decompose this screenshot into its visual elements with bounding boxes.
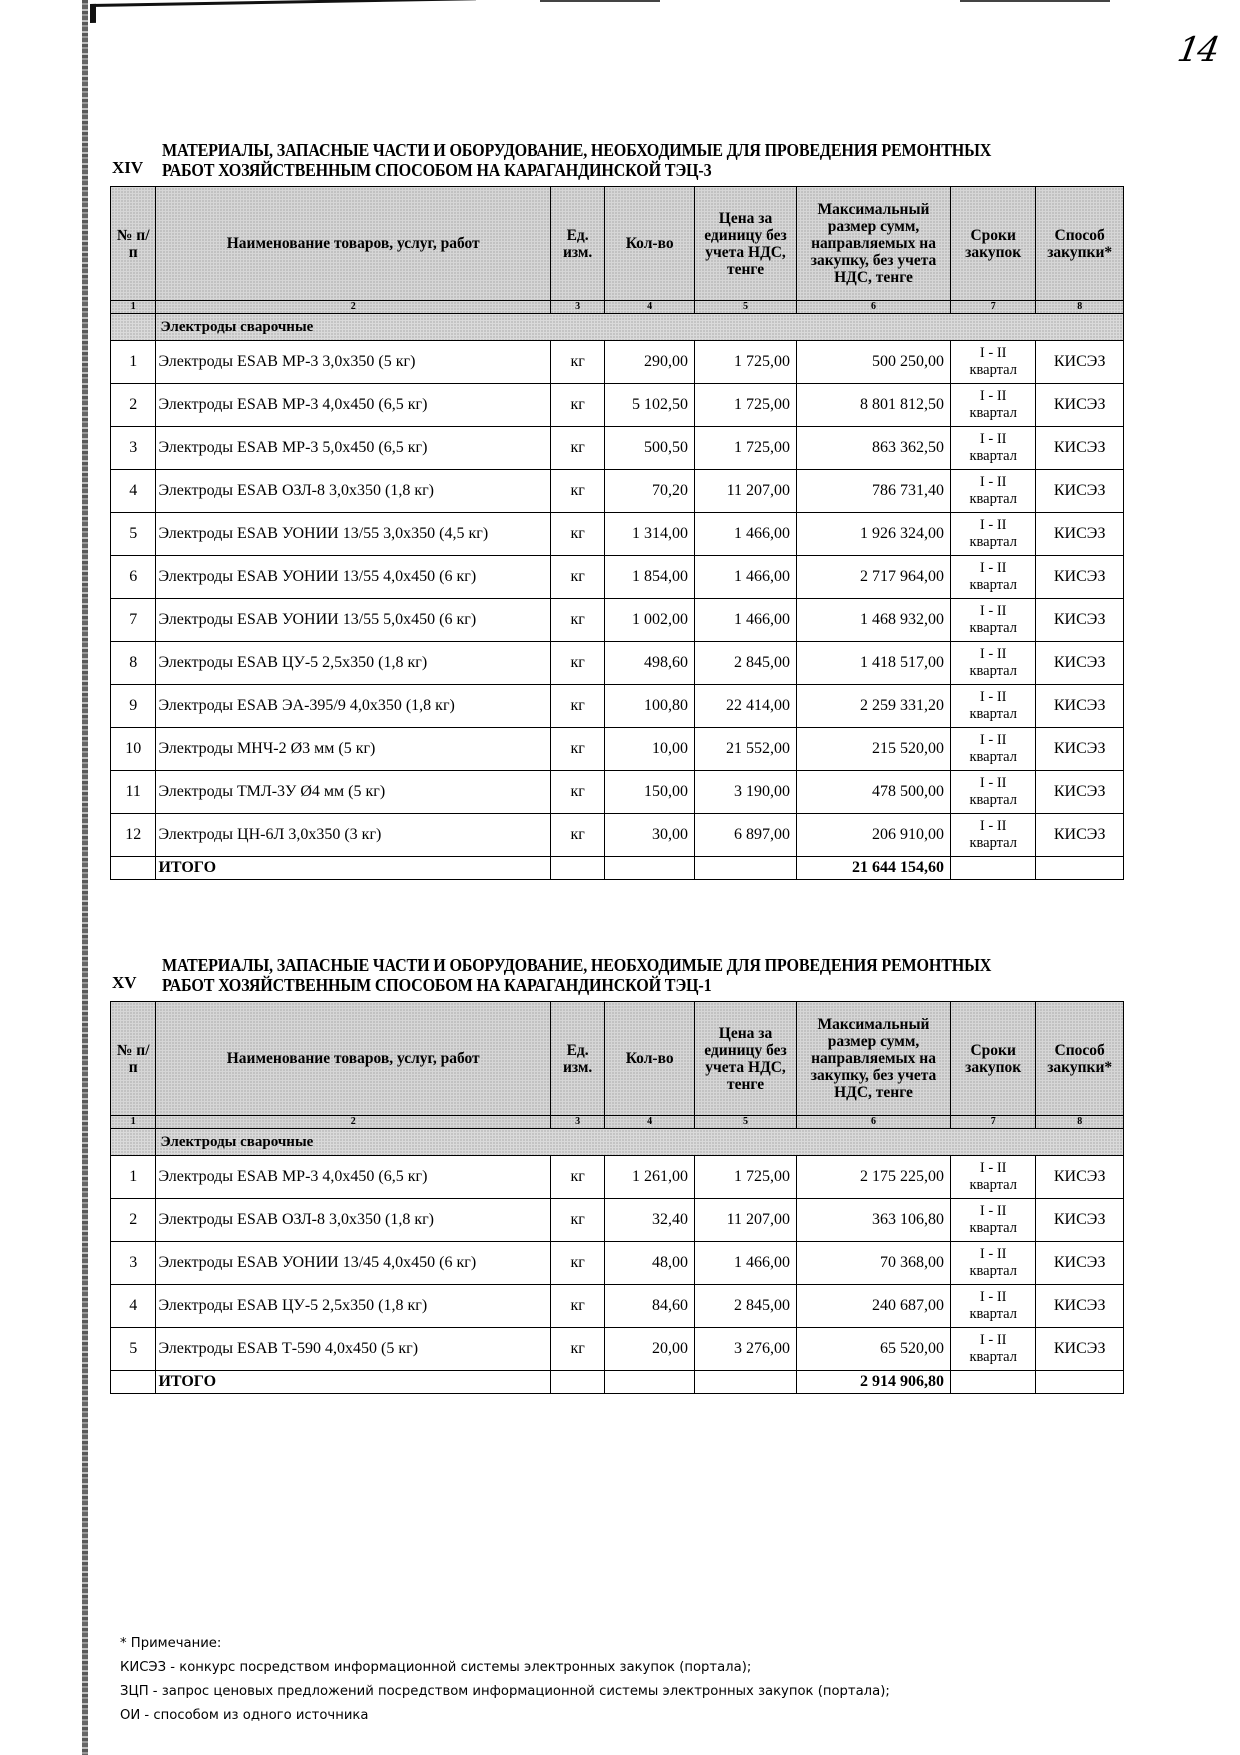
item-quantity: 498,60: [605, 642, 695, 685]
item-term: [951, 1328, 1036, 1371]
total-row: [111, 1371, 1124, 1394]
total-empty-cell: [695, 1371, 797, 1394]
item-quantity: 48,00: [605, 1242, 695, 1285]
item-method: КИСЭЗ: [1036, 384, 1124, 427]
item-quantity: 290,00: [605, 341, 695, 384]
item-name: Электроды ESAB МР-3 3,0х350 (5 кг): [156, 341, 551, 384]
item-unit: кг: [550, 771, 604, 814]
item-name: Электроды ESAB МР-3 4,0х450 (6,5 кг): [156, 384, 551, 427]
item-name: Электроды ТМЛ-3У Ø4 мм (5 кг): [156, 771, 551, 814]
item-unit-price: 1 725,00: [695, 427, 797, 470]
term-unit: квартал: [969, 448, 1017, 464]
scan-line-artifact: [540, 0, 660, 2]
term-period: I - II: [979, 1160, 1007, 1176]
item-method: КИСЭЗ: [1036, 470, 1124, 513]
item-quantity: 1 314,00: [605, 513, 695, 556]
col-number: 4: [605, 1116, 695, 1129]
total-empty-cell: [605, 1371, 695, 1394]
item-unit: кг: [550, 513, 604, 556]
footnote-heading: * Примечание:: [120, 1636, 222, 1651]
item-term: [951, 513, 1036, 556]
term-unit: квартал: [969, 835, 1017, 851]
col-number: 1: [111, 1116, 156, 1129]
item-unit: кг: [550, 599, 604, 642]
term-period: I - II: [979, 1289, 1007, 1305]
item-max-sum: 500 250,00: [797, 341, 951, 384]
item-name: Электроды ESAB ЦУ-5 2,5х350 (1,8 кг): [156, 642, 551, 685]
term-unit: квартал: [969, 706, 1017, 722]
section-xv: [110, 955, 1126, 1394]
item-unit-price: 6 897,00: [695, 814, 797, 857]
item-unit: кг: [550, 1285, 604, 1328]
row-number: 4: [111, 470, 156, 513]
item-name: Электроды ESAB ЦУ-5 2,5х350 (1,8 кг): [156, 1285, 551, 1328]
term-unit: квартал: [969, 1263, 1017, 1279]
header-sum: Максимальный размер сумм, направляемых на закупку, без учета НДС, тенге: [797, 187, 951, 301]
section-title-line1: МАТЕРИАЛЫ, ЗАПАСНЫЕ ЧАСТИ И ОБОРУДОВАНИЕ, НЕОБХОДИМЫЕ ДЛЯ ПРОВЕДЕНИЯ РЕМОНТНЫХ: [162, 140, 992, 160]
item-unit-price: 1 725,00: [695, 384, 797, 427]
group-row: [111, 1129, 1124, 1156]
row-number: 9: [111, 685, 156, 728]
item-name: Электроды ESAB УОНИИ 13/45 4,0х450 (6 кг): [156, 1242, 551, 1285]
item-quantity: 30,00: [605, 814, 695, 857]
header-unit: Ед. изм.: [550, 1002, 604, 1116]
scan-line-artifact: [960, 0, 1110, 2]
term-unit: квартал: [969, 749, 1017, 765]
row-number: 10: [111, 728, 156, 771]
item-max-sum: 2 717 964,00: [797, 556, 951, 599]
term-unit: квартал: [969, 405, 1017, 421]
col-number: 8: [1036, 1116, 1124, 1129]
item-unit-price: 1 466,00: [695, 1242, 797, 1285]
row-number: 2: [111, 384, 156, 427]
col-number: 8: [1036, 301, 1124, 314]
total-empty-cell: [695, 857, 797, 880]
group-label: Электроды сварочные: [156, 1129, 1124, 1156]
term-period: I - II: [979, 560, 1007, 576]
item-max-sum: 2 259 331,20: [797, 685, 951, 728]
header-qty: Кол-во: [605, 1002, 695, 1116]
header-name: Наименование товаров, услуг, работ: [156, 187, 551, 301]
table-row: [111, 728, 1124, 771]
term-period: I - II: [979, 732, 1007, 748]
column-numbers-row: [111, 1116, 1124, 1129]
total-empty-cell: [550, 1371, 604, 1394]
item-max-sum: 206 910,00: [797, 814, 951, 857]
group-num-cell: [111, 1129, 156, 1156]
item-method: КИСЭЗ: [1036, 771, 1124, 814]
table-row: [111, 1285, 1124, 1328]
term-unit: квартал: [969, 362, 1017, 378]
term-period: I - II: [979, 345, 1007, 361]
item-max-sum: 1 926 324,00: [797, 513, 951, 556]
table-row: [111, 427, 1124, 470]
row-number: 5: [111, 513, 156, 556]
item-term: [951, 771, 1036, 814]
item-unit: кг: [550, 728, 604, 771]
item-unit: кг: [550, 685, 604, 728]
term-unit: квартал: [969, 1306, 1017, 1322]
item-max-sum: 1 418 517,00: [797, 642, 951, 685]
item-unit-price: 11 207,00: [695, 1199, 797, 1242]
term-period: I - II: [979, 818, 1007, 834]
item-quantity: 10,00: [605, 728, 695, 771]
procurement-table: [110, 1001, 1124, 1394]
item-quantity: 32,40: [605, 1199, 695, 1242]
item-name: Электроды ЦН-6Л 3,0х350 (3 кг): [156, 814, 551, 857]
header-term: Сроки закупок: [951, 1002, 1036, 1116]
item-term: [951, 556, 1036, 599]
scan-corner-artifact: [90, 0, 476, 23]
header-unit: Ед. изм.: [550, 187, 604, 301]
item-name: Электроды ESAB МР-3 5,0х450 (6,5 кг): [156, 427, 551, 470]
header-price: Цена за единицу без учета НДС, тенге: [695, 1002, 797, 1116]
row-number: 3: [111, 427, 156, 470]
term-period: I - II: [979, 603, 1007, 619]
item-unit: кг: [550, 814, 604, 857]
header-num: № п/п: [111, 1002, 156, 1116]
section-xiv: [110, 140, 1126, 880]
item-unit-price: 3 190,00: [695, 771, 797, 814]
total-empty-cell: [111, 1371, 156, 1394]
section-title: [162, 140, 991, 180]
table-row: [111, 384, 1124, 427]
header-sum: Максимальный размер сумм, направляемых на закупку, без учета НДС, тенге: [797, 1002, 951, 1116]
row-number: 11: [111, 771, 156, 814]
table-row: [111, 470, 1124, 513]
row-number: 6: [111, 556, 156, 599]
term-period: I - II: [979, 388, 1007, 404]
header-num: № п/п: [111, 187, 156, 301]
handwritten-page-number: 14: [1174, 30, 1221, 70]
item-unit-price: 1 725,00: [695, 1156, 797, 1199]
table-row: [111, 513, 1124, 556]
footnote: [120, 1632, 890, 1728]
item-term: [951, 1242, 1036, 1285]
scan-border-artifact: [82, 0, 88, 1755]
item-name: Электроды ESAB ЭА-395/9 4,0х350 (1,8 кг): [156, 685, 551, 728]
item-name: Электроды ESAB УОНИИ 13/55 4,0х450 (6 кг): [156, 556, 551, 599]
table-header-row: [111, 187, 1124, 301]
item-quantity: 1 261,00: [605, 1156, 695, 1199]
item-unit: кг: [550, 1199, 604, 1242]
item-term: [951, 814, 1036, 857]
item-unit: кг: [550, 470, 604, 513]
item-max-sum: 2 175 225,00: [797, 1156, 951, 1199]
item-max-sum: 240 687,00: [797, 1285, 951, 1328]
item-unit: кг: [550, 1328, 604, 1371]
item-quantity: 500,50: [605, 427, 695, 470]
row-number: 1: [111, 1156, 156, 1199]
item-name: Электроды ESAB ОЗЛ-8 3,0х350 (1,8 кг): [156, 470, 551, 513]
item-method: КИСЭЗ: [1036, 427, 1124, 470]
section-heading: [110, 140, 1126, 186]
total-row: [111, 857, 1124, 880]
term-period: I - II: [979, 517, 1007, 533]
term-unit: квартал: [969, 577, 1017, 593]
table-header-row: [111, 1002, 1124, 1116]
header-method: Способ закупки*: [1036, 187, 1124, 301]
item-unit-price: 2 845,00: [695, 642, 797, 685]
item-method: КИСЭЗ: [1036, 685, 1124, 728]
item-unit-price: 1 466,00: [695, 513, 797, 556]
col-number: 1: [111, 301, 156, 314]
item-term: [951, 1285, 1036, 1328]
table-row: [111, 1242, 1124, 1285]
table-row: [111, 814, 1124, 857]
section-number: XIV: [112, 158, 144, 177]
group-label: Электроды сварочные: [156, 314, 1124, 341]
item-name: Электроды ESAB МР-3 4,0х450 (6,5 кг): [156, 1156, 551, 1199]
term-unit: квартал: [969, 620, 1017, 636]
item-method: КИСЭЗ: [1036, 1199, 1124, 1242]
term-unit: квартал: [969, 534, 1017, 550]
item-term: [951, 728, 1036, 771]
item-unit: кг: [550, 556, 604, 599]
table-row: [111, 341, 1124, 384]
row-number: 3: [111, 1242, 156, 1285]
item-max-sum: 70 368,00: [797, 1242, 951, 1285]
item-unit: кг: [550, 1156, 604, 1199]
col-number: 4: [605, 301, 695, 314]
total-empty-cell: [1036, 1371, 1124, 1394]
item-max-sum: 8 801 812,50: [797, 384, 951, 427]
item-name: Электроды ESAB УОНИИ 13/55 3,0х350 (4,5 кг): [156, 513, 551, 556]
section-title-line2: РАБОТ ХОЗЯЙСТВЕННЫМ СПОСОБОМ НА КАРАГАНДИНСКОЙ ТЭЦ-1: [162, 975, 712, 995]
header-name: Наименование товаров, услуг, работ: [156, 1002, 551, 1116]
item-quantity: 70,20: [605, 470, 695, 513]
col-number: 7: [951, 301, 1036, 314]
term-period: I - II: [979, 474, 1007, 490]
total-empty-cell: [605, 857, 695, 880]
row-number: 4: [111, 1285, 156, 1328]
col-number: 7: [951, 1116, 1036, 1129]
row-number: 12: [111, 814, 156, 857]
table-row: [111, 1156, 1124, 1199]
item-max-sum: 363 106,80: [797, 1199, 951, 1242]
procurement-table: [110, 186, 1124, 880]
term-period: I - II: [979, 1332, 1007, 1348]
item-quantity: 5 102,50: [605, 384, 695, 427]
item-term: [951, 384, 1036, 427]
item-method: КИСЭЗ: [1036, 1156, 1124, 1199]
row-number: 8: [111, 642, 156, 685]
table-row: [111, 771, 1124, 814]
item-unit-price: 21 552,00: [695, 728, 797, 771]
item-unit: кг: [550, 1242, 604, 1285]
section-number: XV: [112, 973, 137, 992]
table-row: [111, 599, 1124, 642]
col-number: 2: [156, 301, 551, 314]
total-empty-cell: [1036, 857, 1124, 880]
table-row: [111, 1328, 1124, 1371]
table-row: [111, 642, 1124, 685]
item-term: [951, 427, 1036, 470]
item-unit-price: 22 414,00: [695, 685, 797, 728]
total-empty-cell: [550, 857, 604, 880]
item-unit-price: 1 466,00: [695, 599, 797, 642]
item-method: КИСЭЗ: [1036, 728, 1124, 771]
row-number: 5: [111, 1328, 156, 1371]
item-quantity: 1 854,00: [605, 556, 695, 599]
item-name: Электроды ESAB ОЗЛ-8 3,0х350 (1,8 кг): [156, 1199, 551, 1242]
total-label: ИТОГО: [156, 857, 551, 880]
item-term: [951, 470, 1036, 513]
col-number: 2: [156, 1116, 551, 1129]
row-number: 7: [111, 599, 156, 642]
table-row: [111, 556, 1124, 599]
item-method: КИСЭЗ: [1036, 599, 1124, 642]
col-number: 5: [695, 301, 797, 314]
item-quantity: 150,00: [605, 771, 695, 814]
term-unit: квартал: [969, 1220, 1017, 1236]
group-row: [111, 314, 1124, 341]
term-unit: квартал: [969, 491, 1017, 507]
item-term: [951, 341, 1036, 384]
col-number: 6: [797, 1116, 951, 1129]
item-max-sum: 786 731,40: [797, 470, 951, 513]
col-number: 6: [797, 301, 951, 314]
row-number: 2: [111, 1199, 156, 1242]
item-unit: кг: [550, 427, 604, 470]
term-unit: квартал: [969, 663, 1017, 679]
header-term: Сроки закупок: [951, 187, 1036, 301]
item-method: КИСЭЗ: [1036, 1242, 1124, 1285]
footnote-line: ЗЦП - запрос ценовых предложений посредством информационной системы электронных закупок (портала);: [120, 1684, 890, 1699]
item-name: Электроды ESAB Т-590 4,0х450 (5 кг): [156, 1328, 551, 1371]
header-method: Способ закупки*: [1036, 1002, 1124, 1116]
total-empty-cell: [111, 857, 156, 880]
item-quantity: 1 002,00: [605, 599, 695, 642]
term-unit: квартал: [969, 1177, 1017, 1193]
item-name: Электроды ESAB УОНИИ 13/55 5,0х450 (6 кг): [156, 599, 551, 642]
item-quantity: 100,80: [605, 685, 695, 728]
item-method: КИСЭЗ: [1036, 642, 1124, 685]
item-term: [951, 1199, 1036, 1242]
section-title-line1: МАТЕРИАЛЫ, ЗАПАСНЫЕ ЧАСТИ И ОБОРУДОВАНИЕ, НЕОБХОДИМЫЕ ДЛЯ ПРОВЕДЕНИЯ РЕМОНТНЫХ: [162, 955, 992, 975]
item-quantity: 84,60: [605, 1285, 695, 1328]
item-unit-price: 3 276,00: [695, 1328, 797, 1371]
table-row: [111, 1199, 1124, 1242]
item-unit-price: 1 725,00: [695, 341, 797, 384]
term-period: I - II: [979, 646, 1007, 662]
item-method: КИСЭЗ: [1036, 556, 1124, 599]
total-sum: 2 914 906,80: [797, 1371, 951, 1394]
item-max-sum: 478 500,00: [797, 771, 951, 814]
term-unit: квартал: [969, 792, 1017, 808]
item-unit-price: 2 845,00: [695, 1285, 797, 1328]
header-qty: Кол-во: [605, 187, 695, 301]
total-empty-cell: [951, 857, 1036, 880]
total-label: ИТОГО: [156, 1371, 551, 1394]
item-max-sum: 215 520,00: [797, 728, 951, 771]
item-unit: кг: [550, 642, 604, 685]
item-max-sum: 65 520,00: [797, 1328, 951, 1371]
footnote-line: КИСЭЗ - конкурс посредством информационной системы электронных закупок (портала);: [120, 1660, 752, 1675]
group-num-cell: [111, 314, 156, 341]
section-title-line2: РАБОТ ХОЗЯЙСТВЕННЫМ СПОСОБОМ НА КАРАГАНДИНСКОЙ ТЭЦ-3: [162, 160, 712, 180]
term-period: I - II: [979, 431, 1007, 447]
term-period: I - II: [979, 775, 1007, 791]
term-unit: квартал: [969, 1349, 1017, 1365]
col-number: 3: [550, 1116, 604, 1129]
item-unit: кг: [550, 341, 604, 384]
item-term: [951, 1156, 1036, 1199]
item-method: КИСЭЗ: [1036, 341, 1124, 384]
item-quantity: 20,00: [605, 1328, 695, 1371]
item-method: КИСЭЗ: [1036, 1328, 1124, 1371]
section-heading: [110, 955, 1126, 1001]
term-period: I - II: [979, 1246, 1007, 1262]
total-sum: 21 644 154,60: [797, 857, 951, 880]
item-unit-price: 1 466,00: [695, 556, 797, 599]
footnote-line: ОИ - способом из одного источника: [120, 1708, 369, 1723]
table-row: [111, 685, 1124, 728]
item-unit-price: 11 207,00: [695, 470, 797, 513]
item-max-sum: 863 362,50: [797, 427, 951, 470]
item-max-sum: 1 468 932,00: [797, 599, 951, 642]
item-method: КИСЭЗ: [1036, 1285, 1124, 1328]
item-term: [951, 599, 1036, 642]
item-term: [951, 642, 1036, 685]
total-empty-cell: [951, 1371, 1036, 1394]
header-price: Цена за единицу без учета НДС, тенге: [695, 187, 797, 301]
column-numbers-row: [111, 301, 1124, 314]
item-name: Электроды МНЧ-2 Ø3 мм (5 кг): [156, 728, 551, 771]
col-number: 3: [550, 301, 604, 314]
col-number: 5: [695, 1116, 797, 1129]
term-period: I - II: [979, 1203, 1007, 1219]
term-period: I - II: [979, 689, 1007, 705]
row-number: 1: [111, 341, 156, 384]
item-method: КИСЭЗ: [1036, 513, 1124, 556]
item-unit: кг: [550, 384, 604, 427]
section-title: [162, 955, 991, 995]
item-term: [951, 685, 1036, 728]
item-method: КИСЭЗ: [1036, 814, 1124, 857]
